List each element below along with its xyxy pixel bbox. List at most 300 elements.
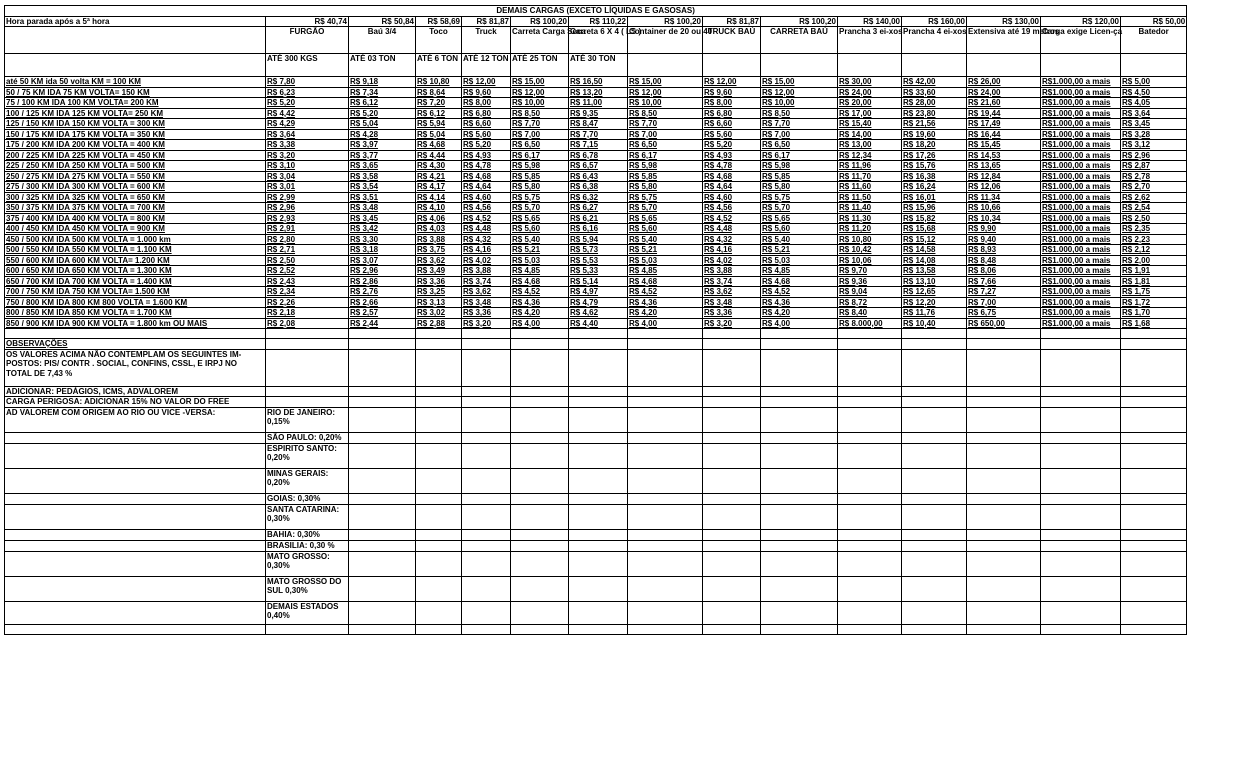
rate-cell: R$ 3,75 [416,245,462,256]
empty-cell [5,432,266,443]
empty-cell [569,329,628,339]
state-rate: SÃO PAULO: 0,20% [266,432,349,443]
rate-cell: R$ 4,60 [462,192,511,203]
rate-cell: R$ 13,20 [569,87,628,98]
rate-cell: R$ 14,53 [967,150,1041,161]
rate-cell: R$ 4,68 [703,171,761,182]
rate-cell: R$ 7,70 [511,119,569,130]
state-rate: BRASILIA: 0,30 % [266,540,349,551]
empty-cell [628,601,703,624]
rate-cell: R$ 3,42 [349,224,416,235]
rate-cell: R$ 7,15 [569,140,628,151]
rate-cell: R$ 1,68 [1121,318,1187,329]
rate-cell: R$ 10,00 [511,98,569,109]
rate-cell: R$ 6,12 [416,108,462,119]
empty-cell [462,551,511,576]
rate-cell: R$ 6,80 [462,108,511,119]
vehicle-header: FURGÃO [266,27,349,54]
empty-cell [266,386,349,397]
rate-cell: R$ 2,44 [349,318,416,329]
rate-cell: R$ 10,06 [838,255,902,266]
empty-cell [838,443,902,468]
observations-heading: OBSERVAÇÕES [5,339,266,350]
empty-cell [266,349,349,386]
rate-cell: R$ 3,20 [703,318,761,329]
empty-cell [838,386,902,397]
empty-cell [1041,529,1121,540]
distance-label: 350 / 375 KM IDA 375 KM VOLTA = 700 KM [5,203,266,214]
empty-cell [628,540,703,551]
rate-cell: R$1.000,00 a mais [1041,182,1121,193]
rate-cell: R$ 33,60 [902,87,967,98]
hour-price-cell: R$ 160,00 [902,16,967,27]
empty-cell [703,540,761,551]
empty-cell [349,493,416,504]
empty-cell [838,493,902,504]
rate-cell: R$ 9,36 [838,276,902,287]
rate-cell: R$ 4,36 [761,297,838,308]
rate-cell: R$ 8,50 [511,108,569,119]
vehicle-header: TRUCK BAÚ [703,27,761,54]
rate-cell: R$ 3,48 [349,203,416,214]
empty-cell [628,407,703,432]
empty-cell [462,504,511,529]
distance-label: 650 / 700 KM IDA 700 KM VOLTA = 1.400 KM [5,276,266,287]
rate-cell: R$ 2,96 [349,266,416,277]
empty-cell [703,349,761,386]
rate-cell: R$ 2,43 [266,276,349,287]
rate-cell: R$ 9,35 [569,108,628,119]
rate-cell: R$ 2,71 [266,245,349,256]
title-row [5,6,1187,17]
rate-cell: R$ 3,54 [349,182,416,193]
empty-cell [967,504,1041,529]
empty-cell [511,339,569,350]
rate-cell: R$ 3,01 [266,182,349,193]
empty-cell [569,339,628,350]
rate-cell: R$ 3,07 [349,255,416,266]
empty-cell [349,432,416,443]
empty-cell [5,576,266,601]
rate-cell: R$ 9,60 [462,87,511,98]
rate-cell: R$ 10,34 [967,213,1041,224]
rate-cell: R$ 4,78 [462,161,511,172]
rate-cell: R$ 3,36 [416,276,462,287]
rate-cell: R$ 3,88 [416,234,462,245]
rate-cell: R$ 6,23 [266,87,349,98]
rate-cell: R$ 24,00 [967,87,1041,98]
empty-cell [967,443,1041,468]
empty-cell [5,540,266,551]
observation-row [5,397,1187,408]
rate-cell: R$1.000,00 a mais [1041,213,1121,224]
capacity-cell: ATÉ 300 KGS [266,54,349,77]
rate-cell: R$ 14,08 [902,255,967,266]
empty-cell [511,551,569,576]
rate-cell: R$ 2,62 [1121,192,1187,203]
rate-cell: R$ 3,62 [416,255,462,266]
empty-cell [703,386,761,397]
empty-cell [761,397,838,408]
vehicle-header: Batedor [1121,27,1187,54]
rate-cell: R$ 4,20 [628,308,703,319]
rate-cell: R$ 6,78 [569,150,628,161]
empty-cell [761,386,838,397]
rate-cell: R$1.000,00 a mais [1041,297,1121,308]
empty-cell [761,601,838,624]
empty-cell [838,339,902,350]
rate-cell: R$ 5,75 [628,192,703,203]
empty-cell [5,329,266,339]
rate-cell: R$ 11,20 [838,224,902,235]
rate-cell: R$ 4,56 [703,203,761,214]
rate-cell: R$ 3,36 [462,308,511,319]
rate-cell: R$ 2,18 [266,308,349,319]
rate-cell: R$ 12,84 [967,171,1041,182]
distance-label: 600 / 650 KM IDA 650 KM VOLTA = 1.300 KM [5,266,266,277]
empty-cell [569,504,628,529]
table-row [5,192,1187,203]
rate-cell: R$ 4,02 [703,255,761,266]
rate-cell: R$ 2,93 [266,213,349,224]
rate-cell: R$1.000,00 a mais [1041,203,1121,214]
empty-cell [628,432,703,443]
rate-cell: R$1.000,00 a mais [1041,129,1121,140]
rate-cell: R$ 4,68 [511,276,569,287]
empty-cell [628,329,703,339]
rate-cell: R$ 3,45 [349,213,416,224]
vehicle-header: Carga exige Licen-ça [1041,27,1121,54]
rate-cell: R$ 3,25 [416,287,462,298]
rate-cell: R$ 7,70 [628,119,703,130]
empty-cell [416,551,462,576]
rate-cell: R$ 2,57 [349,308,416,319]
observation-row [5,407,1187,432]
capacity-row [5,54,1187,77]
rate-cell: R$ 4,14 [416,192,462,203]
empty-cell [902,329,967,339]
empty-cell [902,504,967,529]
rate-cell: R$ 6,17 [628,150,703,161]
rate-cell: R$ 6,60 [462,119,511,130]
rate-cell: R$ 15,12 [902,234,967,245]
rate-cell: R$ 6,38 [569,182,628,193]
rate-cell: R$ 2,35 [1121,224,1187,235]
state-rate: BAHIA: 0,30% [266,529,349,540]
empty-cell [462,397,511,408]
rate-cell: R$ 5,75 [761,192,838,203]
empty-cell [628,493,703,504]
vehicle-header: Prancha 3 ei-xos [838,27,902,54]
empty-cell [569,407,628,432]
rate-cell: R$ 5,20 [462,140,511,151]
rate-cell: R$ 9,60 [703,87,761,98]
empty-cell [5,529,266,540]
rate-cell: R$ 12,00 [761,87,838,98]
distance-label: 125 / 150 KM IDA 150 KM VOLTA = 300 KM [5,119,266,130]
empty-cell [5,493,266,504]
empty-cell [1041,576,1121,601]
observation-row [5,432,1187,443]
table-row [5,255,1187,266]
rate-cell: R$ 6,75 [967,308,1041,319]
rate-cell: R$ 5,04 [349,119,416,130]
rate-cell: R$ 2,00 [1121,255,1187,266]
rate-cell: R$ 2,52 [266,266,349,277]
empty-cell [838,349,902,386]
observation-row [5,624,1187,634]
rate-cell: R$ 2,76 [349,287,416,298]
empty-cell [761,339,838,350]
rate-cell: R$ 13,10 [902,276,967,287]
rate-cell: R$ 8,50 [761,108,838,119]
rate-cell: R$ 8,06 [967,266,1041,277]
table-row [5,182,1187,193]
empty-cell [703,601,761,624]
rate-cell: R$ 3,48 [703,297,761,308]
ad-valorem-note: AD VALOREM COM ORIGEM AO RIO OU VICE -VERSA: [5,407,266,432]
rate-cell: R$ 12,00 [703,77,761,88]
empty-cell [416,601,462,624]
empty-cell [628,529,703,540]
empty-cell [761,349,838,386]
empty-cell [1041,329,1121,339]
rate-cell: R$ 8.000,00 [838,318,902,329]
empty-cell [703,432,761,443]
rate-cell: R$ 4,44 [416,150,462,161]
empty-cell [761,504,838,529]
rate-cell: R$ 3,62 [462,287,511,298]
rate-cell: R$ 3,18 [349,245,416,256]
observation-row [5,540,1187,551]
empty-cell [416,386,462,397]
empty-cell [902,386,967,397]
rate-cell: R$ 10,80 [838,234,902,245]
empty-cell [1041,443,1121,468]
rate-cell: R$ 4,78 [703,161,761,172]
vehicle-header: CARRETA BAÚ [761,27,838,54]
rate-cell: R$1.000,00 a mais [1041,234,1121,245]
rate-cell: R$ 6,17 [511,150,569,161]
empty-cell [703,468,761,493]
rate-cell: R$ 4,00 [761,318,838,329]
empty-cell [967,493,1041,504]
empty-cell [902,407,967,432]
distance-label: 450 / 500 KM IDA 500 KM VOLTA = 1.000 km [5,234,266,245]
rate-cell: R$ 4,68 [628,276,703,287]
table-row [5,287,1187,298]
table-row [5,203,1187,214]
empty-cell [967,468,1041,493]
rate-cell: R$ 5,60 [761,224,838,235]
empty-cell [1121,551,1187,576]
empty-cell [1121,529,1187,540]
distance-label: 250 / 275 KM IDA 275 KM VOLTA = 550 KM [5,171,266,182]
empty-cell [902,443,967,468]
rate-cell: R$1.000,00 a mais [1041,140,1121,151]
empty-cell [1121,329,1187,339]
rate-cell: R$ 5,14 [569,276,628,287]
empty-cell [462,443,511,468]
rate-cell: R$ 5,21 [761,245,838,256]
vehicle-header: Carreta 6 X 4 ( LS ) [569,27,628,54]
rate-cell: R$ 4,28 [349,129,416,140]
empty-cell [967,407,1041,432]
empty-cell [349,407,416,432]
empty-cell [628,443,703,468]
table-row [5,87,1187,98]
rate-cell: R$ 19,60 [902,129,967,140]
empty-cell [1121,540,1187,551]
rate-cell: R$ 4,20 [511,308,569,319]
rate-cell: R$ 5,80 [761,182,838,193]
rate-cell: R$ 15,00 [511,77,569,88]
hour-price-cell: R$ 50,84 [349,16,416,27]
rate-cell: R$ 3,38 [266,140,349,151]
empty-cell [266,397,349,408]
rate-cell: R$ 2,96 [1121,150,1187,161]
rate-cell: R$1.000,00 a mais [1041,224,1121,235]
rate-cell: R$ 15,40 [838,119,902,130]
empty-cell [902,493,967,504]
rate-cell: R$ 5,80 [511,182,569,193]
rate-cell: R$ 4,56 [462,203,511,214]
empty-cell [1121,493,1187,504]
distance-label: 375 / 400 KM IDA 400 KM VOLTA = 800 KM [5,213,266,224]
distance-label: 800 / 850 KM IDA 850 KM VOLTA = 1.700 KM [5,308,266,319]
rate-cell: R$1.000,00 a mais [1041,245,1121,256]
rate-cell: R$ 2,99 [266,192,349,203]
hour-price-cell: R$ 81,87 [462,16,511,27]
empty-cell [462,349,511,386]
state-rate: MATO GROSSO DO SUL 0,30% [266,576,349,601]
empty-cell [761,624,838,634]
rate-cell: R$1.000,00 a mais [1041,318,1121,329]
empty-cell [761,576,838,601]
rate-cell: R$ 4,50 [1121,87,1187,98]
rate-cell: R$ 6,50 [761,140,838,151]
rate-cell: R$ 4,52 [703,213,761,224]
empty-cell [703,551,761,576]
rate-cell: R$ 8,72 [838,297,902,308]
rate-cell: R$ 5,65 [761,213,838,224]
rate-cell: R$ 4,62 [569,308,628,319]
rate-cell: R$ 3,62 [703,287,761,298]
rate-cell: R$ 7,80 [266,77,349,88]
rate-cell: R$ 4,21 [416,171,462,182]
empty-cell [511,329,569,339]
rate-cell: R$ 4,00 [511,318,569,329]
rate-cell: R$ 8,48 [967,255,1041,266]
rate-cell: R$ 5,21 [511,245,569,256]
rate-cell: R$ 3,64 [266,129,349,140]
rate-cell: R$ 4,93 [703,150,761,161]
table-row [5,119,1187,130]
empty-cell [902,339,967,350]
rate-cell: R$ 17,26 [902,150,967,161]
distance-label: 75 / 100 KM IDA 100 KM VOLTA= 200 KM [5,98,266,109]
distance-label: 400 / 450 KM IDA 450 KM VOLTA = 900 KM [5,224,266,235]
rate-cell: R$ 4,79 [569,297,628,308]
empty-cell [703,397,761,408]
empty-cell [569,386,628,397]
empty-cell [967,386,1041,397]
table-row [5,77,1187,88]
rate-cell: R$ 15,00 [761,77,838,88]
empty-cell [838,329,902,339]
empty-cell [511,624,569,634]
empty-cell [416,468,462,493]
rate-cell: R$ 6,50 [511,140,569,151]
empty-cell [416,329,462,339]
empty-cell [349,551,416,576]
empty-cell [266,339,349,350]
capacity-cell: ATÉ 6 TON [416,54,462,77]
rate-cell: R$ 4,85 [761,266,838,277]
empty-cell [1121,386,1187,397]
rate-cell: R$ 4,32 [703,234,761,245]
state-rate: SANTA CATARINA: 0,30% [266,504,349,529]
rate-cell: R$ 2,86 [349,276,416,287]
rate-cell: R$ 4,40 [569,318,628,329]
capacity-blank [5,54,266,77]
empty-cell [703,504,761,529]
empty-cell [416,493,462,504]
rate-cell: R$ 3,65 [349,161,416,172]
rate-cell: R$ 2,91 [266,224,349,235]
rate-cell: R$ 3,04 [266,171,349,182]
rate-cell: R$ 16,38 [902,171,967,182]
rate-cell: R$ 17,00 [838,108,902,119]
empty-cell [511,529,569,540]
empty-cell [1041,493,1121,504]
empty-cell [349,576,416,601]
rate-cell: R$ 5,75 [511,192,569,203]
rate-cell: R$ 19,44 [967,108,1041,119]
empty-cell [902,551,967,576]
rate-cell: R$ 2,08 [266,318,349,329]
empty-cell [703,443,761,468]
empty-cell [462,540,511,551]
rate-cell: R$ 4,48 [462,224,511,235]
rate-cell: R$ 5,03 [628,255,703,266]
rate-cell: R$ 2,34 [266,287,349,298]
empty-cell [5,443,266,468]
hour-price-cell: R$ 130,00 [967,16,1041,27]
empty-cell [462,432,511,443]
rate-cell: R$ 5,60 [511,224,569,235]
rate-cell: R$ 5,65 [628,213,703,224]
empty-cell [416,504,462,529]
empty-cell [511,493,569,504]
observation-row [5,329,1187,339]
distance-label: 150 / 175 KM IDA 175 KM VOLTA = 350 KM [5,129,266,140]
rate-cell: R$1.000,00 a mais [1041,287,1121,298]
hour-price-cell: R$ 100,20 [628,16,703,27]
rate-cell: R$ 9,40 [967,234,1041,245]
rate-cell: R$ 4,85 [628,266,703,277]
rate-cell: R$ 5,98 [511,161,569,172]
empty-cell [628,624,703,634]
rate-cell: R$ 2,26 [266,297,349,308]
rate-cell: R$ 2,66 [349,297,416,308]
state-rate: MINAS GERAIS: 0,20% [266,468,349,493]
empty-cell [967,432,1041,443]
rate-cell: R$ 12,00 [511,87,569,98]
rate-cell: R$ 1,70 [1121,308,1187,319]
vehicle-header: Baú 3/4 [349,27,416,54]
empty-cell [569,540,628,551]
